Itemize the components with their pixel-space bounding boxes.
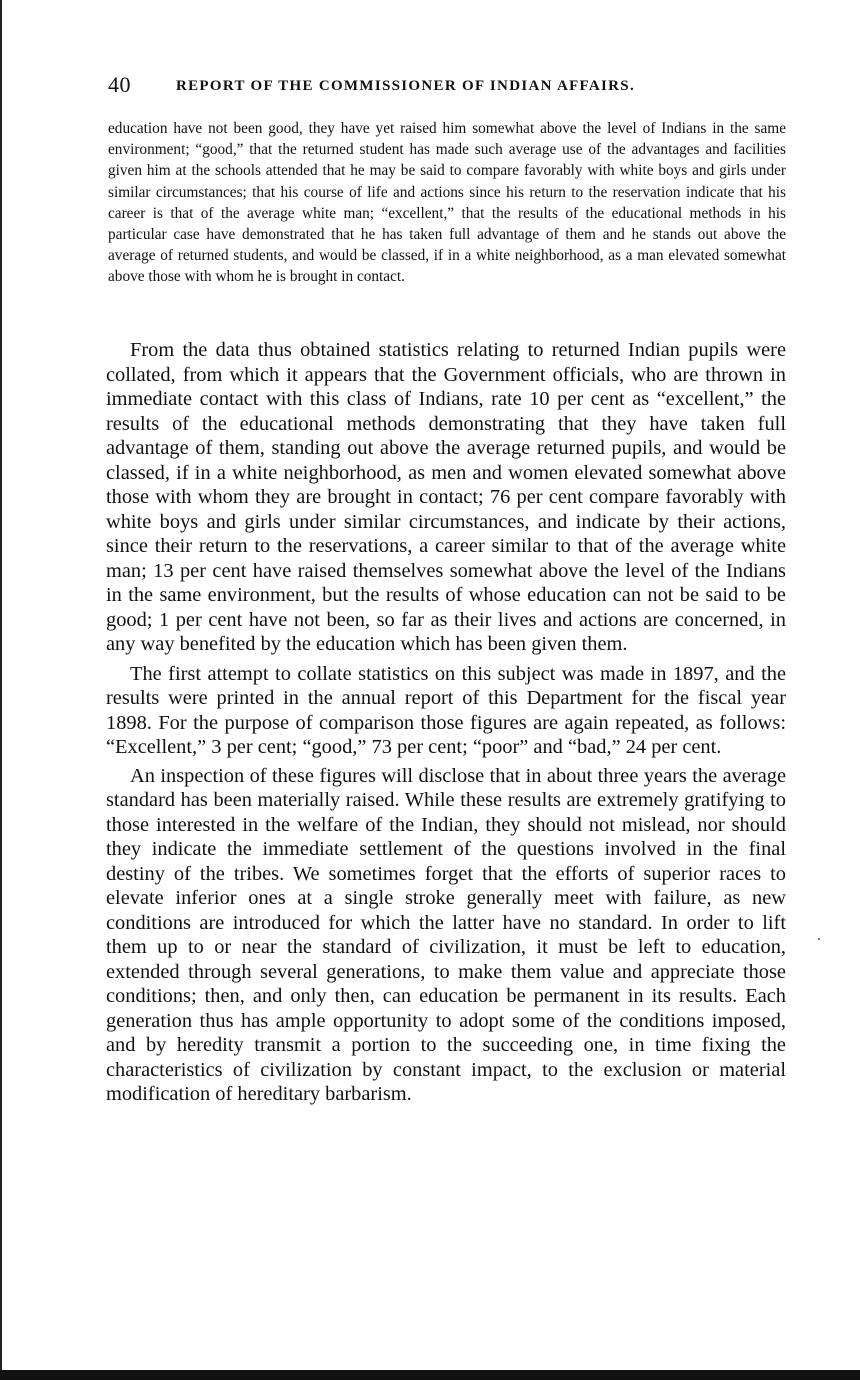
main-body-text — [106, 338, 786, 1111]
first-attempt-paragraph: The first attempt to collate statistics on this subject was made in 1897, and the results were printed in the annual report of this Department for the fiscal year 1898. For the purpose of comparison those figures are again repeated, as follows: “Excellent,” 3 per cent; “good,” 73 per cent; “poor” and “bad,” 24 per cent. — [106, 662, 786, 758]
page-number: 40 — [108, 72, 131, 97]
bottom-page-edge — [0, 1370, 860, 1380]
left-page-edge — [0, 0, 2, 1372]
continued-definition-paragraph: education have not been good, they have yet raised him somewhat above the level of Indians in the same environment; “good,” that the returned student has made such average use of the advantages and facilities given him at the schools attended that he may be said to compare favorably with white boys and girls under similar circumstances; that his course of life and actions since his return to the reservation indicate that his career is that of the average white man; “excellent,” that the results of the educational methods in his particular case have demonstrated that he has taken full advantage of them and he stands out above the average of returned students, and would be classed, if in a white neighborhood, as a man elevated somewhat above those with whom he is brought in contact. — [108, 120, 786, 286]
inspection-paragraph: An inspection of these figures will disclose that in about three years the average standard has been materially raised. While these results are extremely gratifying to those interested in the welfare of the Indian, they should not mislead, nor should they indicate the immediate settlement of the questions involved in the final destiny of the tribes. We sometimes forget that the efforts of superior races to elevate inferior ones at a single stroke generally meet with failure, as new conditions are introduced for which the latter have no standard. In order to lift them up to or near the standard of civilization, it must be left to education, extended through several generations, to make them value and appreciate those conditions; then, and only then, can education be permanent in its results. Each generation thus has ample opportunity to adopt some of the conditions imposed, and by heredity transmit a portion to the succeeding one, in time fixing the characteristics of civilization by constant impact, to the exclusion or material modification of hereditary barbarism. — [106, 764, 786, 1105]
running-title: REPORT OF THE COMMISSIONER OF INDIAN AFFAIRS. — [176, 78, 635, 94]
page-header — [108, 72, 788, 104]
scan-speck — [818, 938, 820, 940]
statistics-paragraph: From the data thus obtained statistics relating to returned Indian pupils were collated, from which it appears that the Government officials, who are thrown in immediate contact with this class of Indians, rate 10 per cent as “excellent,” the results of the educational methods demonstrating that they have taken full advantage of them, standing out above the average returned pupils, and would be classed, if in a white neighborhood, as men and women elevated somewhat above those with whom they are brought in contact; 76 per cent compare favorably with white boys and girls under similar circumstances, and indicate by their actions, since their return to the reservations, a career similar to that of the average white man; 13 per cent have raised themselves somewhat above the level of the Indians in the same environment, but the results of whose education can not be said to be good; 1 per cent have not been, so far as their lives and actions are concerned, in any way benefited by the education which has been given them. — [106, 339, 786, 655]
